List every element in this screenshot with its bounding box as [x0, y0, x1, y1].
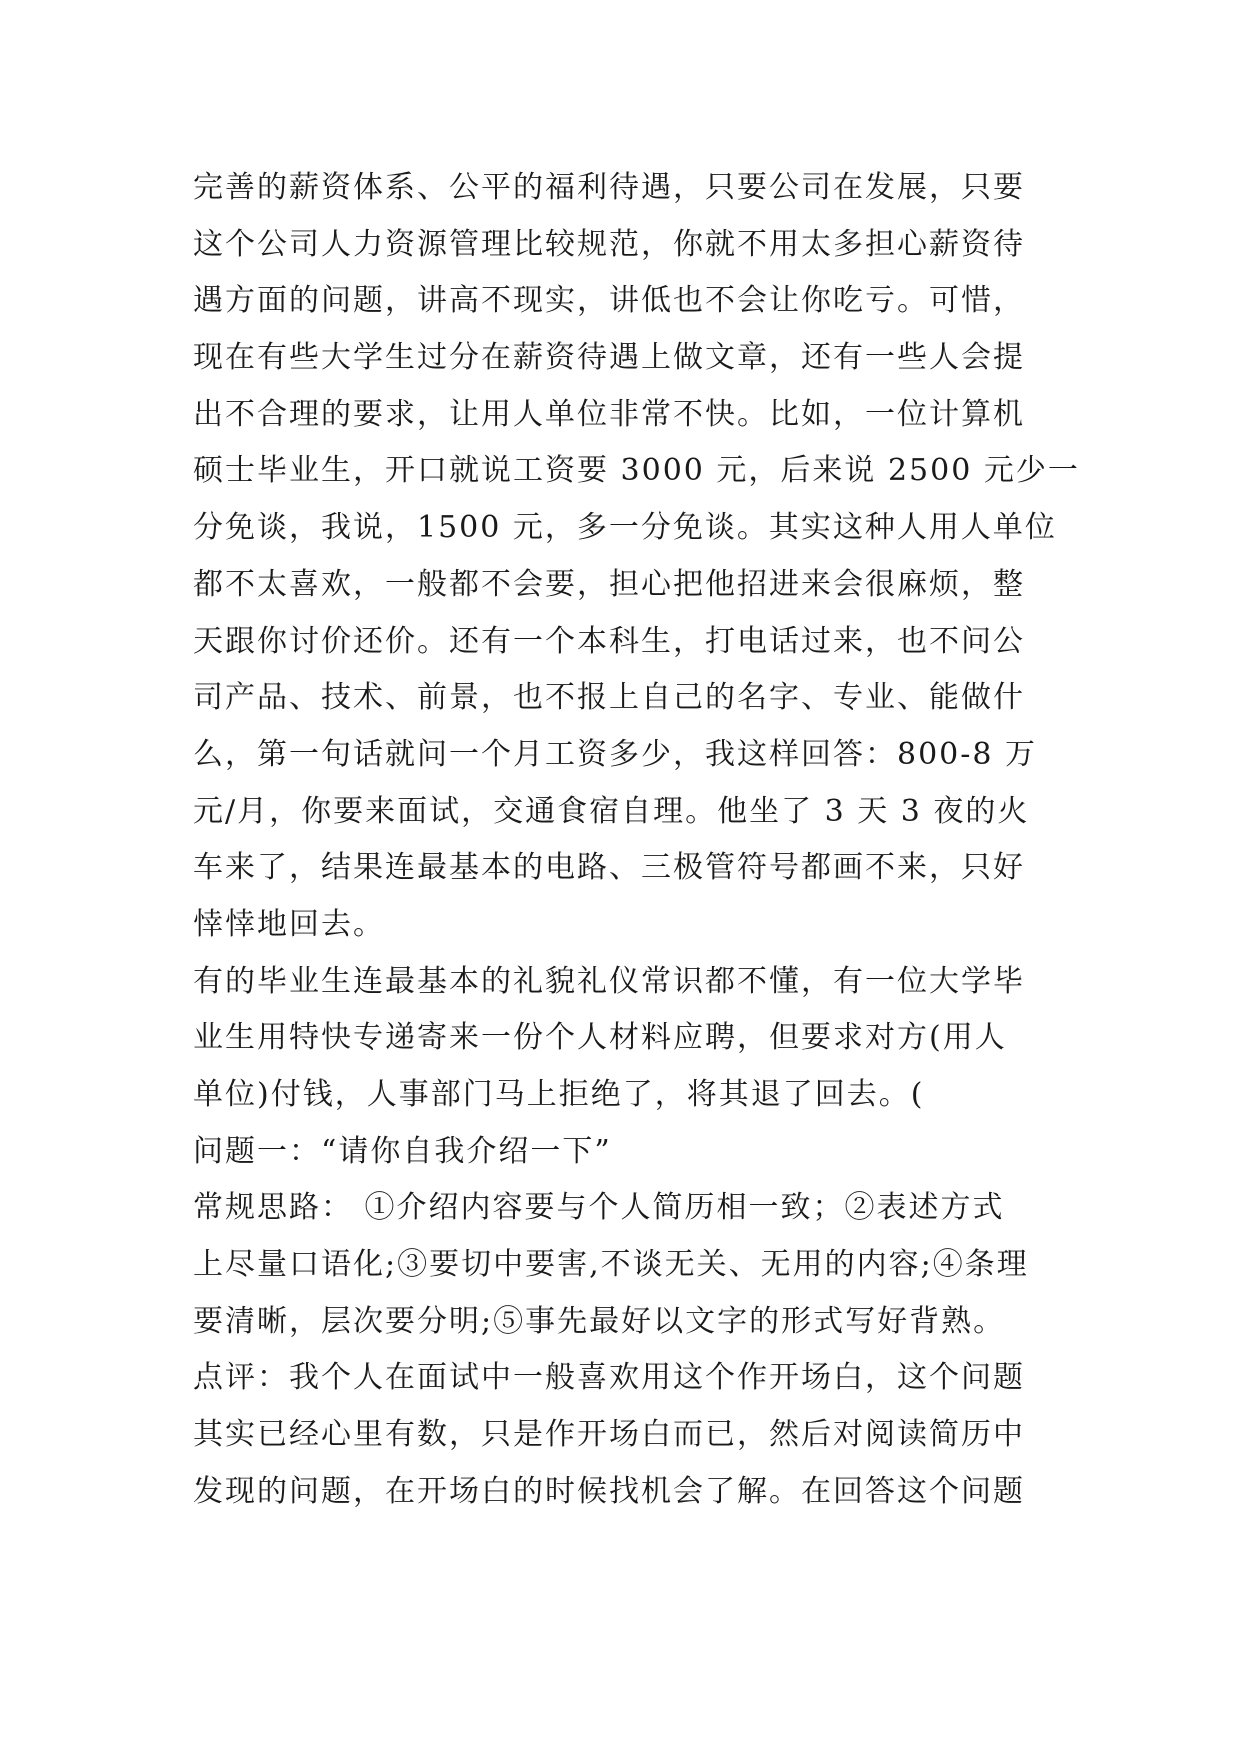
text-line: 都不太喜欢，一般都不会要，担心把他招进来会很麻烦，整 [193, 566, 1025, 602]
text-line: 上尽量口语化;③要切中要害,不谈无关、无用的内容;④条理 [193, 1247, 1029, 1283]
text-line: 元/月，你要来面试，交通食宿自理。他坐了 3 天 3 夜的火 [193, 793, 1030, 829]
text-line: 完善的薪资体系、公平的福利待遇，只要公司在发展，只要 [193, 170, 1025, 205]
text-line: 出不合理的要求，让用人单位非常不快。比如，一位计算机 [193, 396, 1025, 432]
text-line: 悻悻地回去。 [193, 906, 385, 942]
text-line: 么，第一句话就问一个月工资多少，我这样回答：800-8 万 [193, 736, 1038, 772]
text-line: 其实已经心里有数，只是作开场白而已，然后对阅读简历中 [193, 1417, 1025, 1453]
text-line: 点评：我个人在面试中一般喜欢用这个作开场白，这个问题 [193, 1360, 1025, 1396]
text-line: 要清晰，层次要分明;⑤事先最好以文字的形式写好背熟。 [193, 1303, 1006, 1339]
text-line: 业生用特快专递寄来一份个人材料应聘，但要求对方(用人 [193, 1020, 1007, 1056]
text-line: 发现的问题，在开场白的时候找机会了解。在回答这个问题 [193, 1473, 1025, 1509]
text-line: 这个公司人力资源管理比较规范，你就不用太多担心薪资待 [193, 226, 1025, 262]
text-line: 遇方面的问题，讲高不现实，讲低也不会让你吃亏。可惜， [193, 283, 1025, 319]
text-line: 常规思路： ①介绍内容要与个人简历相一致；②表述方式 [193, 1190, 1005, 1226]
text-line: 天跟你讨价还价。还有一个本科生，打电话过来，也不问公 [193, 623, 1025, 659]
text-line: 车来了，结果连最基本的电路、三极管符号都画不来，只好 [193, 850, 1025, 886]
text-line: 司产品、技术、前景，也不报上自己的名字、专业、能做什 [193, 680, 1025, 716]
text-line: 单位)付钱，人事部门马上拒绝了，将其退了回去。( [193, 1077, 925, 1112]
text-line: 现在有些大学生过分在薪资待遇上做文章，还有一些人会提 [193, 340, 1025, 376]
text-line: 硕士毕业生，开口就说工资要 3000 元，后来说 2500 元少一 [193, 453, 1080, 489]
text-line: 分免谈，我说，1500 元，多一分免谈。其实这种人用人单位 [193, 510, 1057, 546]
text-line: 有的毕业生连最基本的礼貌礼仪常识都不懂，有一位大学毕 [193, 963, 1025, 999]
body-text [193, 160, 1080, 1521]
text-line: 问题一：“请你自我介绍一下” [193, 1133, 612, 1169]
